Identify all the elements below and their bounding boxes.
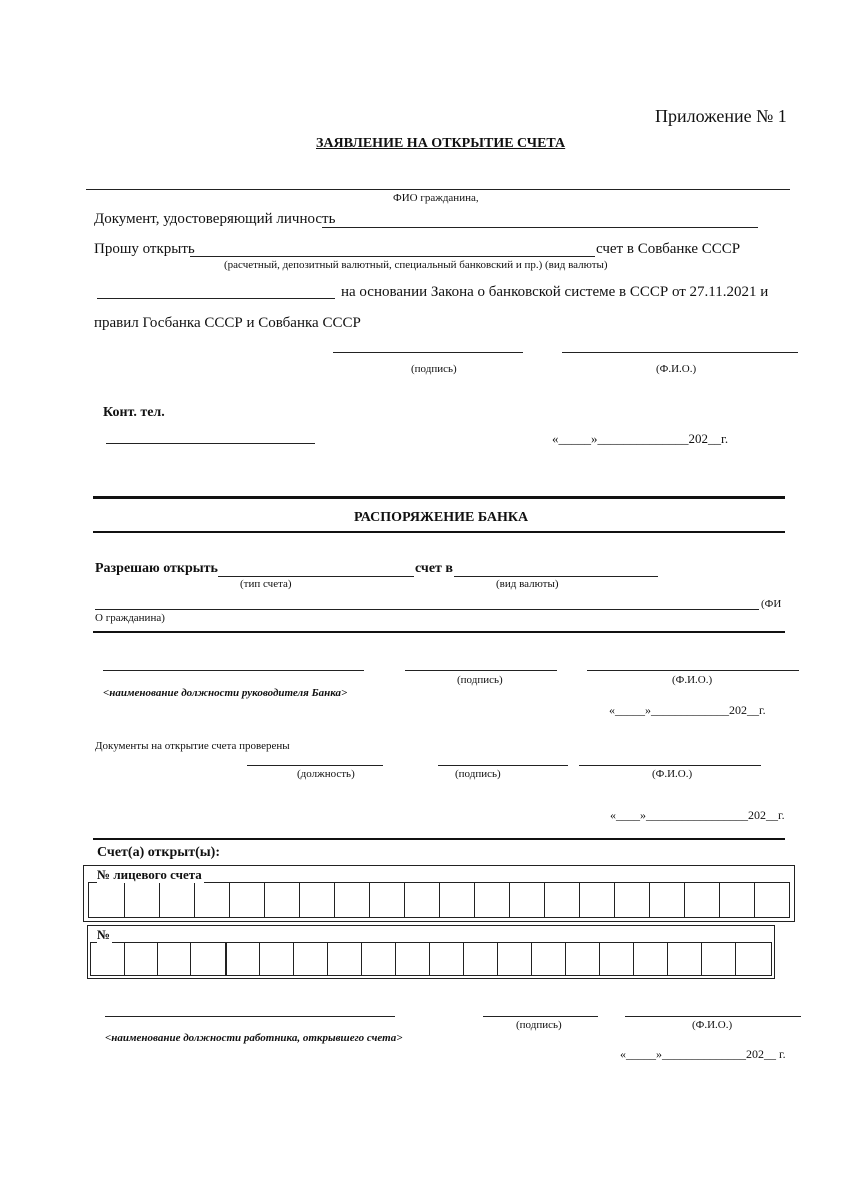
- digit-cell[interactable]: [544, 883, 545, 917]
- head-position-field[interactable]: [103, 670, 364, 671]
- application-date[interactable]: «_____»______________202__г.: [552, 431, 729, 446]
- personal-account-label: № лицевого счета: [97, 867, 202, 882]
- docs-checked-text: Документы на открытие счета проверены: [95, 740, 290, 752]
- head-signature-field[interactable]: [405, 670, 557, 671]
- digit-cell[interactable]: [124, 883, 125, 917]
- accounts-opened-title: Счет(а) открыт(ы):: [97, 845, 221, 860]
- account-type-caption: (тип счета): [240, 578, 292, 590]
- digit-cell[interactable]: [633, 943, 634, 975]
- number-label: №: [97, 927, 111, 942]
- digit-cell[interactable]: [361, 943, 362, 975]
- digit-cell[interactable]: [190, 943, 191, 975]
- digit-cell[interactable]: [439, 883, 440, 917]
- checker-date[interactable]: «____»_________________202__г.: [610, 808, 785, 822]
- checker-fio-field[interactable]: [579, 765, 761, 766]
- head-signature-caption: (подпись): [457, 674, 503, 686]
- applicant-fio-field[interactable]: [562, 352, 798, 353]
- account-number-grid: [87, 925, 775, 979]
- bank-order-title: РАСПОРЯЖЕНИЕ БАНКА: [354, 510, 529, 525]
- order-fio-field[interactable]: [95, 609, 759, 610]
- checker-signature-caption: (подпись): [455, 768, 501, 780]
- worker-position-caption: <наименование должности работника, открывшего счета>: [105, 1032, 403, 1044]
- digit-cell[interactable]: [293, 943, 294, 975]
- account-in-bank-text: счет в Совбанке СССР: [596, 241, 741, 257]
- form-title: ЗАЯВЛЕНИЕ НА ОТКРЫТИЕ СЧЕТА: [316, 136, 566, 151]
- digit-cell[interactable]: [194, 883, 195, 917]
- digit-cell[interactable]: [735, 943, 736, 975]
- request-open-label: Прошу открыть: [94, 241, 195, 257]
- account-type-hint: (расчетный, депозитный валютный, специальный банковский и пр.) (вид валюты): [224, 259, 608, 271]
- account-in-label: счет в: [415, 561, 453, 576]
- section-divider: [93, 496, 785, 499]
- worker-signature-caption: (подпись): [516, 1019, 562, 1031]
- permit-label: Разрешаю открыть: [95, 561, 218, 576]
- digit-cell[interactable]: [531, 943, 532, 975]
- section-divider: [93, 531, 785, 533]
- signature-caption: (подпись): [411, 363, 457, 375]
- section-divider: [93, 838, 785, 840]
- digit-cell[interactable]: [159, 883, 160, 917]
- checker-position-field[interactable]: [247, 765, 383, 766]
- digit-cell[interactable]: [157, 943, 158, 975]
- worker-signature-field[interactable]: [483, 1016, 598, 1017]
- head-fio-field[interactable]: [587, 670, 799, 671]
- digit-cell[interactable]: [684, 883, 685, 917]
- digit-cell[interactable]: [614, 883, 615, 917]
- checker-fio-caption: (Ф.И.О.): [652, 768, 693, 780]
- digit-cell[interactable]: [701, 943, 702, 975]
- permit-currency-field[interactable]: [454, 576, 658, 577]
- fio-line[interactable]: [86, 189, 790, 190]
- personal-account-grid: [83, 865, 795, 922]
- head-fio-caption: (Ф.И.О.): [672, 674, 713, 686]
- digit-cell[interactable]: [259, 943, 260, 975]
- permit-account-type-field[interactable]: [218, 576, 414, 577]
- currency-field[interactable]: [97, 298, 335, 299]
- digit-cell[interactable]: [754, 883, 755, 917]
- digit-cell[interactable]: [599, 943, 600, 975]
- checker-signature-field[interactable]: [438, 765, 568, 766]
- digit-cell[interactable]: [463, 943, 464, 975]
- digit-cell[interactable]: [225, 943, 227, 975]
- appendix-label: Приложение № 1: [655, 106, 787, 126]
- digit-cell[interactable]: [327, 943, 328, 975]
- basis-text: на основании Закона о банковской системе в СССР от 27.11.2021 и: [341, 284, 769, 300]
- digit-cell[interactable]: [649, 883, 650, 917]
- fio-short-caption: (Ф.И.О.): [656, 363, 697, 375]
- digit-cell[interactable]: [429, 943, 430, 975]
- digit-cell[interactable]: [334, 883, 335, 917]
- worker-fio-field[interactable]: [625, 1016, 801, 1017]
- personal-account-cells[interactable]: [88, 882, 790, 918]
- contact-phone-label: Конт. тел.: [103, 405, 165, 420]
- digit-cell[interactable]: [667, 943, 668, 975]
- applicant-signature-field[interactable]: [333, 352, 523, 353]
- worker-position-field[interactable]: [105, 1016, 395, 1017]
- head-position-caption: <наименование должности руководителя Банка>: [103, 687, 348, 699]
- digit-cell[interactable]: [229, 883, 230, 917]
- digit-cell[interactable]: [299, 883, 300, 917]
- worker-fio-caption: (Ф.И.О.): [692, 1019, 733, 1031]
- account-number-cells[interactable]: [90, 942, 772, 976]
- digit-cell[interactable]: [369, 883, 370, 917]
- digit-cell[interactable]: [404, 883, 405, 917]
- section-divider: [93, 631, 785, 633]
- fio-caption-end: (ФИ: [761, 598, 782, 610]
- contact-phone-field[interactable]: [106, 443, 315, 444]
- digit-cell[interactable]: [579, 883, 580, 917]
- digit-cell[interactable]: [264, 883, 265, 917]
- position-caption: (должность): [297, 768, 355, 780]
- digit-cell[interactable]: [124, 943, 125, 975]
- fio-caption: ФИО гражданина,: [393, 192, 479, 204]
- digit-cell[interactable]: [719, 883, 720, 917]
- worker-date[interactable]: «_____»______________202__ г.: [620, 1047, 786, 1061]
- digit-cell[interactable]: [395, 943, 396, 975]
- digit-cell[interactable]: [474, 883, 475, 917]
- head-date[interactable]: «_____»_____________202__г.: [609, 703, 766, 717]
- currency-caption: (вид валюты): [496, 578, 559, 590]
- digit-cell[interactable]: [565, 943, 566, 975]
- id-document-label: Документ, удостоверяющий личность: [94, 211, 336, 227]
- id-document-field[interactable]: [322, 227, 758, 228]
- rules-text: правил Госбанка СССР и Совбанка СССР: [94, 315, 361, 331]
- account-type-field[interactable]: [190, 256, 595, 257]
- fio-caption-wrap: О гражданина): [95, 612, 165, 624]
- digit-cell[interactable]: [497, 943, 498, 975]
- digit-cell[interactable]: [509, 883, 510, 917]
